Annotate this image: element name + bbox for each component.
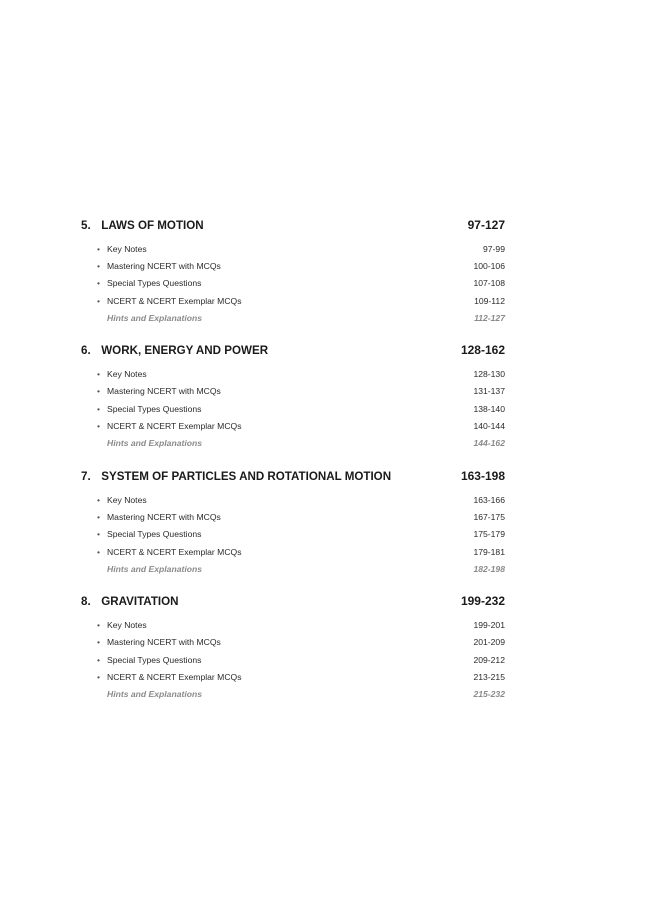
- chapter-8: [81, 594, 505, 702]
- entry-page-range: 209-212: [473, 654, 505, 665]
- hints-page-range: 182-198: [473, 563, 505, 574]
- entry-label: Mastering NCERT with MCQs: [107, 260, 221, 271]
- entry-label: NCERT & NCERT Exemplar MCQs: [107, 295, 242, 306]
- hints-label: Hints and Explanations: [107, 689, 203, 700]
- chapter-title: SYSTEM OF PARTICLES AND ROTATIONAL MOTION: [101, 469, 392, 483]
- bullet-icon: •: [97, 637, 101, 648]
- hints-page-range: 112-127: [474, 312, 505, 323]
- entry-label: Mastering NCERT with MCQs: [107, 386, 221, 397]
- chapter-number: 6.: [81, 344, 91, 358]
- entry-page-range: 138-140: [473, 403, 505, 414]
- toc-entry: [81, 651, 505, 668]
- chapter-6: [81, 343, 505, 451]
- entry-label: Special Types Questions: [107, 278, 202, 289]
- entry-page-range: 107-108: [473, 278, 505, 289]
- entry-label: Special Types Questions: [107, 529, 202, 540]
- bullet-icon: •: [97, 421, 101, 432]
- chapter-title-group: [81, 595, 179, 608]
- entry-page-range: 179-181: [473, 546, 505, 557]
- entry-page-range: 128-130: [473, 369, 505, 380]
- toc-entry: [81, 491, 505, 508]
- chapter-title-group: [81, 470, 391, 483]
- chapter-number: 7.: [81, 469, 91, 483]
- chapter-title-group: [81, 344, 268, 357]
- entry-page-range: 167-175: [473, 511, 505, 522]
- chapter-heading: [81, 218, 505, 238]
- toc-entry: [81, 400, 505, 417]
- chapter-page-range: 128-162: [460, 343, 505, 358]
- hints-page-range: 215-232: [473, 689, 505, 700]
- hints-entry: [81, 560, 505, 577]
- entry-page-range: 201-209: [473, 637, 505, 648]
- toc-entry: [81, 383, 505, 400]
- chapter-heading: [81, 343, 505, 363]
- entry-page-range: 97-99: [483, 243, 505, 254]
- chapter-page-range: 97-127: [467, 218, 505, 232]
- hints-entry: [81, 435, 505, 452]
- entry-label: NCERT & NCERT Exemplar MCQs: [107, 421, 242, 432]
- bullet-icon: •: [97, 546, 101, 557]
- toc-entry: [81, 417, 505, 434]
- hints-label: Hints and Explanations: [107, 438, 203, 449]
- bullet-icon: •: [97, 369, 101, 380]
- toc-entry: [81, 543, 505, 560]
- chapter-title: GRAVITATION: [101, 595, 179, 609]
- table-of-contents: [81, 218, 505, 720]
- bullet-icon: •: [97, 278, 101, 289]
- hints-label: Hints and Explanations: [107, 312, 203, 323]
- hints-label: Hints and Explanations: [107, 563, 203, 574]
- chapter-5: [81, 218, 505, 326]
- toc-entry: [81, 668, 505, 685]
- bullet-icon: •: [97, 620, 101, 631]
- entry-label: Special Types Questions: [107, 654, 202, 665]
- entry-page-range: 175-179: [473, 529, 505, 540]
- toc-entry: [81, 292, 505, 309]
- chapter-page-range: 163-198: [460, 468, 505, 483]
- entry-label: Key Notes: [107, 369, 147, 380]
- toc-entry: [81, 526, 505, 543]
- entry-page-range: 163-166: [473, 494, 505, 505]
- chapter-7: [81, 469, 505, 577]
- entry-label: Mastering NCERT with MCQs: [107, 637, 221, 648]
- entry-label: Mastering NCERT with MCQs: [107, 511, 221, 522]
- hints-entry: [81, 686, 505, 703]
- entry-label: Key Notes: [107, 243, 147, 254]
- entry-label: NCERT & NCERT Exemplar MCQs: [107, 546, 242, 557]
- bullet-icon: •: [97, 295, 101, 306]
- chapter-heading: [81, 469, 505, 489]
- chapter-number: 8.: [81, 595, 91, 609]
- entry-label: Special Types Questions: [107, 403, 202, 414]
- entry-page-range: 100-106: [473, 260, 505, 271]
- bullet-icon: •: [97, 494, 101, 505]
- entry-page-range: 131-137: [473, 386, 505, 397]
- bullet-icon: •: [97, 386, 101, 397]
- toc-entry: [81, 240, 505, 257]
- toc-entry: [81, 275, 505, 292]
- chapter-title: LAWS OF MOTION: [101, 219, 204, 232]
- bullet-icon: •: [97, 260, 101, 271]
- bullet-icon: •: [97, 671, 101, 682]
- entry-page-range: 199-201: [473, 620, 505, 631]
- chapter-title-group: [81, 219, 204, 232]
- hints-page-range: 144-162: [473, 438, 505, 449]
- toc-entry: [81, 634, 505, 651]
- bullet-icon: •: [97, 243, 101, 254]
- entry-label: Key Notes: [107, 620, 147, 631]
- toc-entry: [81, 616, 505, 633]
- bullet-icon: •: [97, 511, 101, 522]
- chapter-heading: [81, 594, 505, 614]
- bullet-icon: •: [97, 529, 101, 540]
- entry-page-range: 109-112: [474, 295, 505, 306]
- entry-label: NCERT & NCERT Exemplar MCQs: [107, 671, 242, 682]
- toc-entry: [81, 257, 505, 274]
- bullet-icon: •: [97, 654, 101, 665]
- chapter-page-range: 199-232: [460, 594, 505, 609]
- toc-entry: [81, 508, 505, 525]
- chapter-number: 5.: [81, 219, 91, 232]
- chapter-title: WORK, ENERGY AND POWER: [101, 344, 269, 358]
- entry-page-range: 213-215: [473, 671, 505, 682]
- toc-entry: [81, 365, 505, 382]
- entry-label: Key Notes: [107, 494, 147, 505]
- bullet-icon: •: [97, 403, 101, 414]
- hints-entry: [81, 309, 505, 326]
- entry-page-range: 140-144: [473, 421, 505, 432]
